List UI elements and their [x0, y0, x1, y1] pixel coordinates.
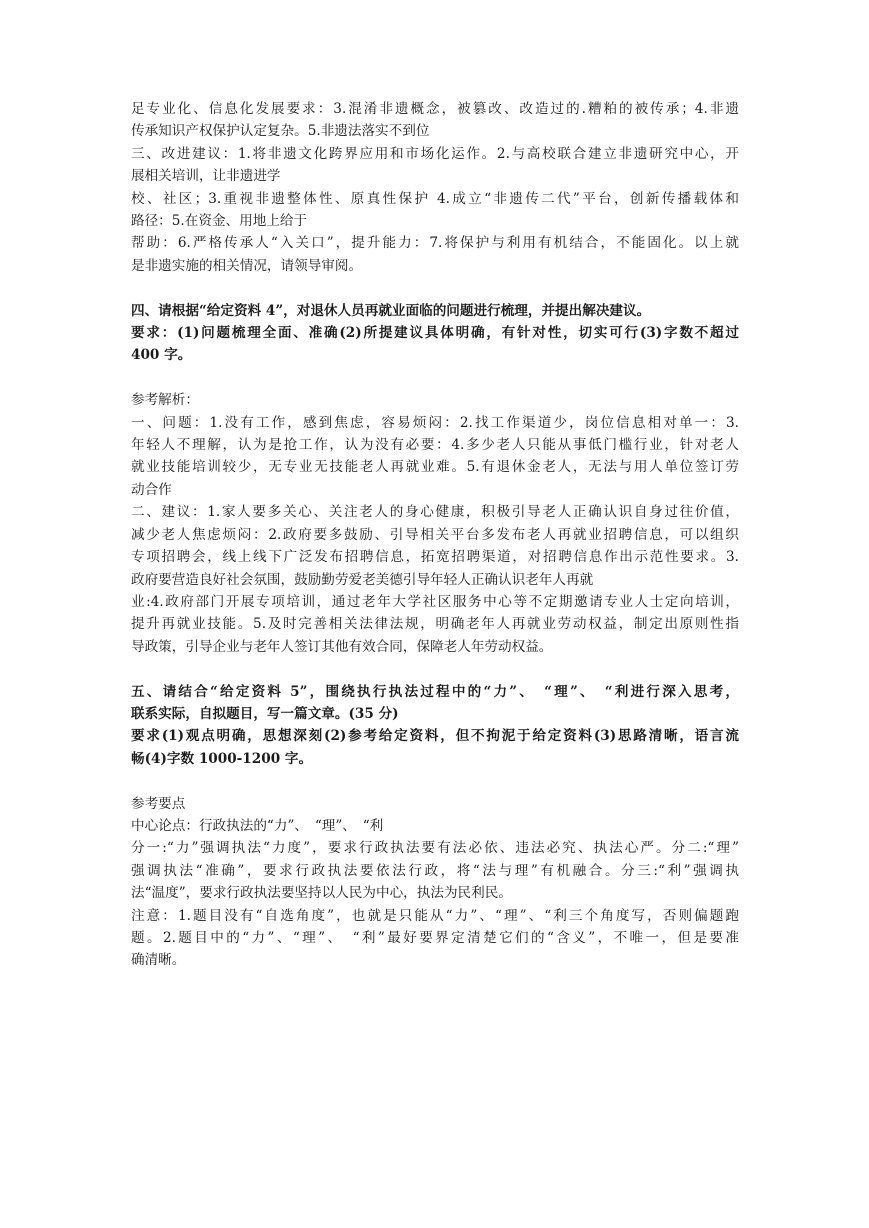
- text-line: 确清晰。: [131, 952, 186, 969]
- analysis-label: 参考解析：: [131, 392, 199, 409]
- text-line: 注意：1.题目没有“自选角度”，也就是只能从“力”、“理”、“利三个角度写，否则偏题跑: [131, 907, 739, 924]
- text-line: 专项招聘会，线上线下广泛发布招聘信息，拓宽招聘渠道，对招聘信息作出示范性要求。3.: [131, 549, 739, 566]
- question-5: [131, 681, 739, 972]
- heading-line: 五、请结合“给定资料 5”，围绕执行执法过程中的“力”、 “理”、 “利进行深入思考，: [131, 683, 739, 700]
- document-page: [131, 98, 739, 972]
- text-line: 一、问题：1.没有工作，感到焦虑，容易烦闷：2.找工作渠道少，岗位信息相对单一：3.: [131, 414, 739, 431]
- text-line: 导政策，引导企业与老年人签订其他有效合同，保障老人年劳动权益。: [131, 638, 553, 655]
- question-5-heading: [131, 681, 739, 771]
- text-line: 年轻人不理解，认为是抢工作，认为没有必要：4.多少老人只能从事低门槛行业，针对老人: [131, 437, 739, 454]
- question-4-heading: [131, 300, 739, 367]
- text-line: 题。2.题目中的“力”、“理”、 “利”最好要界定清楚它们的“含义”，不唯一，但是要准: [131, 929, 739, 946]
- text-line: 提升再就业技能。5.及时完善相关法律法规，明确老年人再就业劳动权益，制定出原则性指: [131, 616, 739, 633]
- text-line: 二、建议：1.家人要多关心、关注老人的身心健康，积极引导老人正确认识自身过往价值，: [131, 504, 739, 521]
- heading-line: 联系实际，自拟题目，写一篇文章。(35 分): [131, 705, 399, 722]
- points-label: 参考要点: [131, 795, 186, 812]
- text-line: 路径：5.在资金、用地上给于: [131, 213, 308, 230]
- text-line: 政府要营造良好社会氛围，鼓励勤劳爱老美德引导年轻人正确认识老年人再就: [131, 571, 594, 588]
- heading-line: 要求(1)观点明确，思想深刻(2)参考给定资料，但不拘泥于给定资料(3)思路清晰，语言流: [131, 728, 739, 745]
- text-line: 强调执法“准确”，要求行政执法要依法行政，将“法与理”有机融合。分三:“利”强调执: [131, 862, 739, 879]
- text-line: 是非遗实施的相关情况，请领导审阅。: [131, 257, 363, 274]
- paragraph-gap: [131, 367, 739, 389]
- heading-line: 畅(4)字数 1000-1200 字。: [131, 750, 313, 767]
- text-line: 三、改进建议：1.将非遗文化跨界应用和市场化运作。2.与高校联合建立非遗研究中心，开: [131, 145, 739, 162]
- text-line: 就业技能培训较少，无专业无技能老人再就业难。5.有退休金老人，无法与用人单位签订劳: [131, 459, 739, 476]
- paragraph-gap: [131, 277, 739, 299]
- section3-tail: [131, 98, 739, 277]
- text-line: 中心论点：行政执法的“力”、 “理”、 “利: [131, 817, 384, 834]
- paragraph-gap: [131, 770, 739, 792]
- text-line: 传承知识产权保护认定复杂。5.非遗法落实不到位: [131, 123, 430, 140]
- question-4: [131, 300, 739, 658]
- text-line: 减少老人焦虑烦闷：2.政府要多鼓励、引导相关平台多发布老人再就业招聘信息，可以组织: [131, 526, 739, 543]
- text-line: 展相关培训，让非遗进学: [131, 168, 281, 185]
- text-line: 帮助：6.严格传承人“入关口”，提升能力：7.将保护与利用有机结合，不能固化。以上就: [131, 235, 739, 252]
- text-line: 法“温度”，要求行政执法要坚持以人民为中心，执法为民利民。: [131, 885, 512, 902]
- text-line: 业:4.政府部门开展专项培训，通过老年大学社区服务中心等不定期邀请专业人士定向培训，: [131, 593, 739, 610]
- text-line: 足专业化、信息化发展要求：3.混淆非遗概念，被篡改、改造过的.糟粕的被传承；4.非遗: [131, 101, 739, 117]
- heading-line: 400 字。: [131, 347, 192, 364]
- question-5-answer: [131, 815, 739, 972]
- paragraph-gap: [131, 658, 739, 680]
- question-4-answer: [131, 412, 739, 658]
- text-line: 分一:“力”强调执法“力度”，要求行政执法要有法必依、违法必究、执法心严。分二:“理”: [131, 840, 739, 857]
- heading-line: 要求：(1)问题梳理全面、准确(2)所提建议具体明确，有针对性，切实可行(3)字数不超过: [131, 325, 739, 342]
- heading-line: 四、请根据“给定资料 4”，对退休人员再就业面临的问题进行梳理，并提出解决建议。: [131, 302, 651, 319]
- text-line: 校、社区；3.重视非遗整体性、原真性保护 4.成立“非遗传二代”平台，创新传播载体和: [131, 190, 739, 207]
- text-line: 动合作: [131, 481, 172, 498]
